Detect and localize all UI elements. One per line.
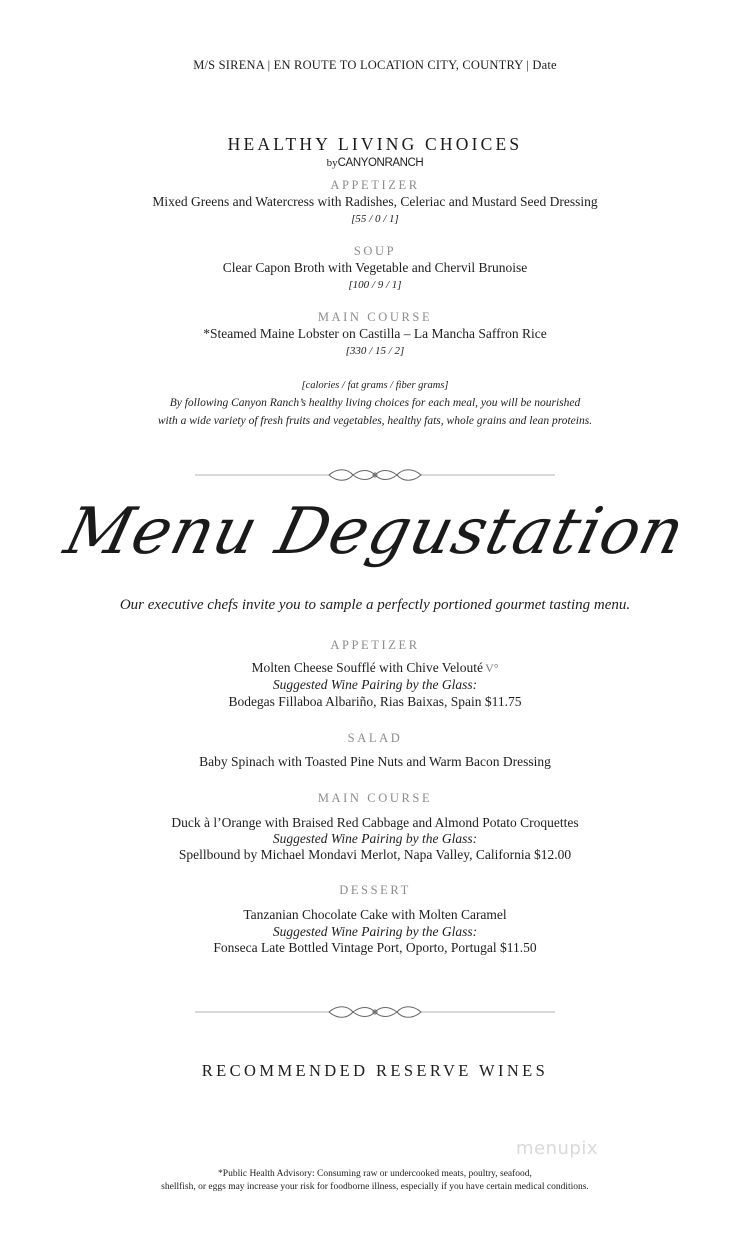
ornamental-divider-top (195, 466, 555, 484)
healthy-appetizer-label: APPETIZER (330, 178, 420, 192)
degustation-main-dish: Duck à l’Orange with Braised Red Cabbage and Almond Potato Croquettes (171, 815, 579, 830)
canyon-ranch-logo: CANYONRANCH (337, 157, 424, 169)
degustation-main-label: MAIN COURSE (317, 791, 433, 805)
canyon-ranch-byline (0, 157, 750, 169)
healthy-note-line-1: By following Canyon Ranch’s healthy living choices for each meal, you will be nourished (169, 397, 581, 409)
ornamental-divider-bottom (195, 1003, 555, 1021)
degustation-salad-label: SALAD (347, 731, 403, 745)
health-advisory-line-2: shellfish, or eggs may increase your risk for foodborne illness, especially if you have certain medical conditions. (161, 1182, 589, 1192)
menu-degustation-title: Menu Degustation (57, 495, 693, 569)
degustation-tagline: Our executive chefs invite you to sample a perfectly portioned gourmet tasting menu. (119, 597, 631, 613)
reserve-wines-title: RECOMMENDED RESERVE WINES (201, 1061, 549, 1080)
degustation-appetizer-label: APPETIZER (330, 638, 420, 652)
healthy-soup-dish: Clear Capon Broth with Vegetable and Chervil Brunoise (222, 260, 528, 275)
degustation-dessert-label: DESSERT (339, 883, 411, 897)
healthy-appetizer-dish: Mixed Greens and Watercress with Radishes, Celeriac and Mustard Seed Dressing (152, 194, 598, 209)
degustation-main-wine: Spellbound by Michael Mondavi Merlot, Napa Valley, California $12.00 (178, 847, 572, 862)
healthy-living-title: HEALTHY LIVING CHOICES (227, 134, 523, 154)
healthy-appetizer-nutrition: [55 / 0 / 1] (351, 213, 399, 225)
byline-prefix: by (326, 157, 338, 169)
menupix-watermark: menupix (516, 1138, 599, 1159)
degustation-salad-dish: Baby Spinach with Toasted Pine Nuts and Warm Bacon Dressing (199, 754, 551, 769)
degustation-dessert-dish: Tanzanian Chocolate Cake with Molten Caramel (243, 907, 507, 922)
degustation-appetizer-dish-row (0, 660, 750, 676)
nutrition-legend: [calories / fat grams / fiber grams] (301, 380, 449, 391)
degustation-appetizer-wine: Bodegas Fillaboa Albariño, Rias Baixas, Spain $11.75 (228, 694, 522, 709)
healthy-soup-label: SOUP (353, 244, 397, 258)
ship-itinerary-header: M/S SIRENA | EN ROUTE TO LOCATION CITY, COUNTRY | Date (193, 58, 557, 72)
healthy-main-label: MAIN COURSE (317, 310, 433, 324)
degustation-main-pairing-label: Suggested Wine Pairing by the Glass: (272, 831, 478, 846)
healthy-note-line-2: with a wide variety of fresh fruits and vegetables, healthy fats, whole grains and lean proteins. (157, 415, 593, 427)
degustation-appetizer-dish: Molten Cheese Soufflé with Chive Velouté (251, 660, 484, 675)
vegetarian-icon: V° (485, 661, 499, 675)
healthy-main-nutrition: [330 / 15 / 2] (345, 345, 405, 357)
degustation-appetizer-pairing-label: Suggested Wine Pairing by the Glass: (272, 677, 478, 692)
healthy-soup-nutrition: [100 / 9 / 1] (348, 279, 402, 291)
degustation-dessert-pairing-label: Suggested Wine Pairing by the Glass: (272, 924, 478, 939)
healthy-main-dish: *Steamed Maine Lobster on Castilla – La Mancha Saffron Rice (203, 326, 547, 341)
health-advisory-line-1: *Public Health Advisory: Consuming raw or undercooked meats, poultry, seafood, (218, 1169, 532, 1179)
degustation-dessert-wine: Fonseca Late Bottled Vintage Port, Oporto, Portugal $11.50 (213, 940, 537, 955)
